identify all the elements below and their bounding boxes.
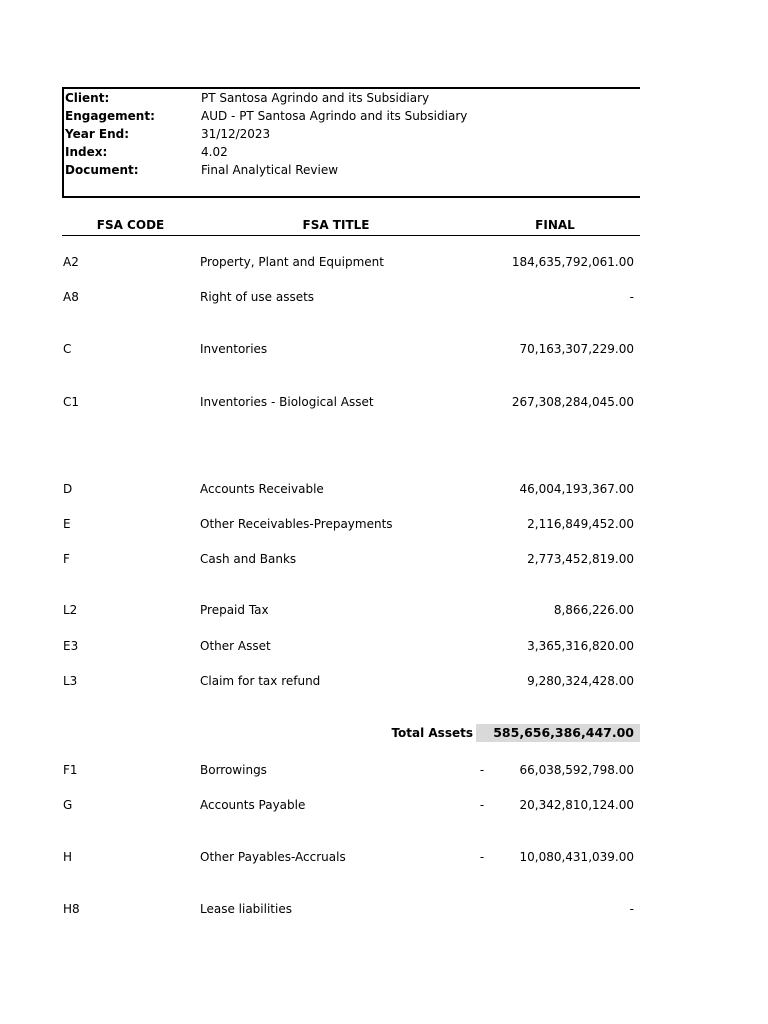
final-value: 46,004,193,367.00 — [519, 482, 634, 496]
mid-value: - — [479, 763, 485, 777]
fsa-code: F — [63, 552, 70, 566]
fsa-code: H — [63, 850, 73, 864]
final-value: 10,080,431,039.00 — [519, 850, 634, 864]
column-header-title: FSA TITLE — [302, 218, 370, 232]
final-value: - — [629, 290, 634, 304]
fsa-code: F1 — [63, 763, 78, 777]
table-row — [0, 393, 768, 411]
engagement-value: AUD - PT Santosa Agrindo and its Subsidiary — [201, 109, 468, 123]
index-value: 4.02 — [201, 145, 228, 159]
fsa-title: Accounts Receivable — [200, 482, 324, 496]
final-value: 8,866,226.00 — [553, 603, 634, 617]
final-value: 70,163,307,229.00 — [519, 342, 634, 356]
document-value: Final Analytical Review — [201, 163, 339, 177]
table-row — [0, 761, 768, 779]
document-row — [64, 161, 634, 179]
fsa-title: Inventories - Biological Asset — [200, 395, 374, 409]
client-value: PT Santosa Agrindo and its Subsidiary — [201, 91, 430, 105]
total-assets-label: Total Assets — [391, 726, 473, 740]
fsa-code: C — [63, 342, 72, 356]
table-row — [0, 340, 768, 358]
fsa-title: Other Asset — [200, 639, 271, 653]
table-row — [0, 515, 768, 533]
fsa-title: Inventories — [200, 342, 268, 356]
fsa-title: Prepaid Tax — [200, 603, 269, 617]
final-value: 2,116,849,452.00 — [527, 517, 634, 531]
fsa-code: A2 — [63, 255, 79, 269]
fsa-title: Other Receivables-Prepayments — [200, 517, 393, 531]
fsa-code: L3 — [63, 674, 78, 688]
year-end-row — [64, 125, 634, 143]
mid-value: - — [479, 798, 485, 812]
fsa-title: Claim for tax refund — [200, 674, 321, 688]
fsa-code: E3 — [63, 639, 79, 653]
fsa-code: C1 — [63, 395, 80, 409]
header-box — [62, 87, 640, 198]
header-divider — [62, 235, 640, 236]
engagement-row — [64, 107, 634, 125]
final-value: 267,308,284,045.00 — [511, 395, 634, 409]
table-row — [0, 550, 768, 568]
table-row — [0, 900, 768, 918]
table-row — [0, 480, 768, 498]
fsa-title: Lease liabilities — [200, 902, 292, 916]
table-row — [0, 672, 768, 690]
final-value: 2,773,452,819.00 — [527, 552, 634, 566]
final-value: 184,635,792,061.00 — [511, 255, 634, 269]
column-header-code: FSA CODE — [96, 218, 165, 232]
index-row — [64, 143, 634, 161]
year-end-value: 31/12/2023 — [201, 127, 271, 141]
final-value: 3,365,316,820.00 — [527, 639, 634, 653]
fsa-title: Cash and Banks — [200, 552, 297, 566]
fsa-title: Right of use assets — [200, 290, 315, 304]
year-end-label: Year End: — [65, 127, 130, 141]
engagement-label: Engagement: — [65, 109, 155, 123]
client-row — [64, 89, 634, 107]
final-value: 66,038,592,798.00 — [519, 763, 634, 777]
table-row — [0, 848, 768, 866]
fsa-code: A8 — [63, 290, 79, 304]
fsa-code: L2 — [63, 603, 78, 617]
fsa-code: D — [63, 482, 73, 496]
client-label: Client: — [65, 91, 110, 105]
table-row — [0, 253, 768, 271]
fsa-title: Property, Plant and Equipment — [200, 255, 384, 269]
table-row — [0, 796, 768, 814]
column-header-final: FINAL — [535, 218, 575, 232]
mid-value: - — [479, 850, 485, 864]
fsa-code: G — [63, 798, 73, 812]
fsa-title: Borrowings — [200, 763, 267, 777]
table-row — [0, 601, 768, 619]
document-label: Document: — [65, 163, 139, 177]
table-row — [0, 288, 768, 306]
fsa-code: E — [63, 517, 71, 531]
final-value: 9,280,324,428.00 — [527, 674, 634, 688]
fsa-title: Accounts Payable — [200, 798, 306, 812]
total-assets-value: 585,656,386,447.00 — [476, 724, 640, 742]
final-value: - — [629, 902, 634, 916]
table-row — [0, 637, 768, 655]
fsa-code: H8 — [63, 902, 80, 916]
fsa-title: Other Payables-Accruals — [200, 850, 346, 864]
final-value: 20,342,810,124.00 — [519, 798, 634, 812]
index-label: Index: — [65, 145, 108, 159]
